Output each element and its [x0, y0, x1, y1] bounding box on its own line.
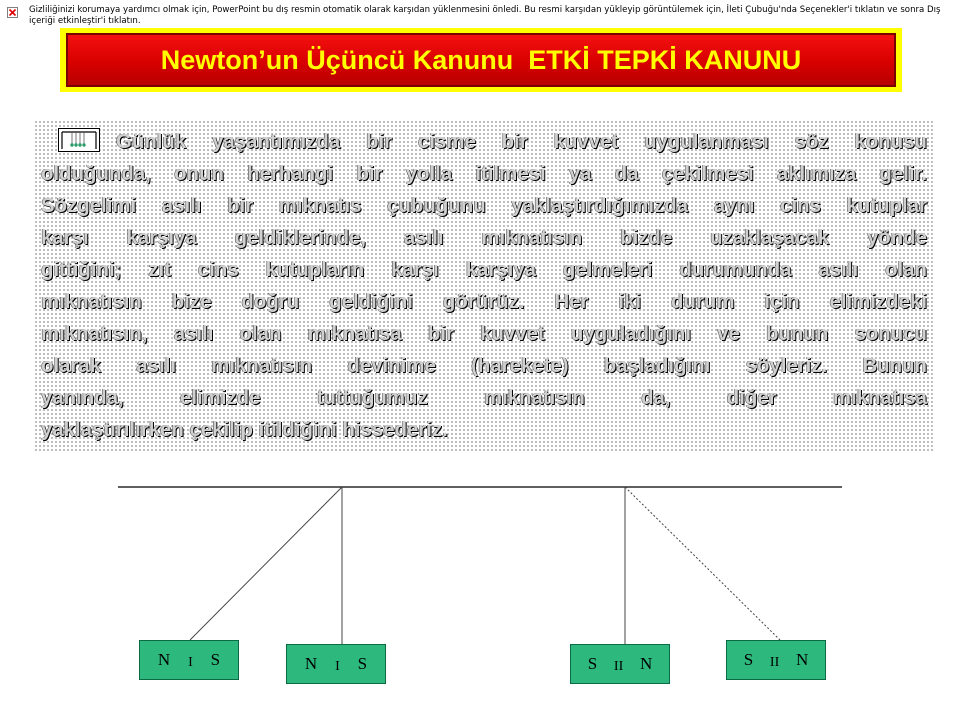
paragraph-line: mıknatısın, asılı olan mıknatısa bir kuvvet uyguladığını ve bunun sonucu: [41, 323, 927, 345]
magnet-pole-right: S: [357, 654, 368, 673]
magnet-pole-right: S: [210, 650, 221, 669]
magnet-pole-right: N: [795, 650, 809, 669]
paragraph-line: yaklaştırılırken çekilip itildiğini hissederiz.: [41, 419, 448, 441]
magnet-label: I: [188, 655, 193, 670]
paragraph-line: olduğunda, onun herhangi bir yolla itilmesi ya da çekilmesi aklımıza gelir.: [41, 163, 927, 185]
held-magnet: [139, 640, 239, 680]
paragraph-line: Günlük yaşantımızda bir cisme bir kuvvet uygulanması söz konusu: [116, 131, 927, 153]
magnet-label: I: [335, 659, 340, 674]
paragraph-line: karşı karşıya geldiklerinde, asılı mıknatısın bizde uzaklaşacak yönde: [41, 227, 927, 249]
hanging-magnet: [286, 644, 386, 684]
magnet-pole-left: N: [304, 654, 318, 673]
paragraph-line: Sözgelimi asılı bir mıknatıs çubuğunu yaklaştırdığımızda aynı cins kutuplar: [41, 195, 927, 217]
paragraph-line: gittiğini; zıt cins kutupların karşı karşıya gelmeleri durumunda asılı olan: [41, 259, 927, 281]
magnet-pole-left: S: [743, 650, 754, 669]
magnet-pole-right: N: [639, 654, 653, 673]
magnet-label: II: [769, 655, 780, 670]
held-magnet: [726, 640, 826, 680]
suspension-string: [190, 487, 342, 640]
paragraph-line: olarak asılı mıknatısın devinime (harekete) başladığını söyleriz. Bunun: [41, 355, 927, 377]
hanging-magnet: [570, 644, 670, 684]
magnet-pole-left: N: [157, 650, 171, 669]
paragraph-line: yanında, elimizde tuttuğumuz mıknatısın da, diğer mıknatısa: [41, 387, 927, 409]
magnet-pole-left: S: [587, 654, 598, 673]
security-notice-text: Gizliliğinizi korumaya yardımcı olmak için, PowerPoint bu dış resmin otomatik olarak karşıdan yüklenmesini önledi. Bu resmi karşıdan yükleyip görüntülemek için, İleti Çubuğu'nda Seçenekler'i tıklatın ve sonra Dış içeriği etkinleştir'i tıklatın.: [29, 5, 941, 26]
suspension-string: [625, 487, 780, 640]
magnet-label: II: [613, 659, 624, 674]
slide-title: Newton’un Üçüncü Kanunu ETKİ TEPKİ KANUNU: [160, 44, 802, 75]
paragraph-line: mıknatısın bize doğru geldiğini görürüz. Her iki durum için elimizdeki: [41, 291, 927, 313]
